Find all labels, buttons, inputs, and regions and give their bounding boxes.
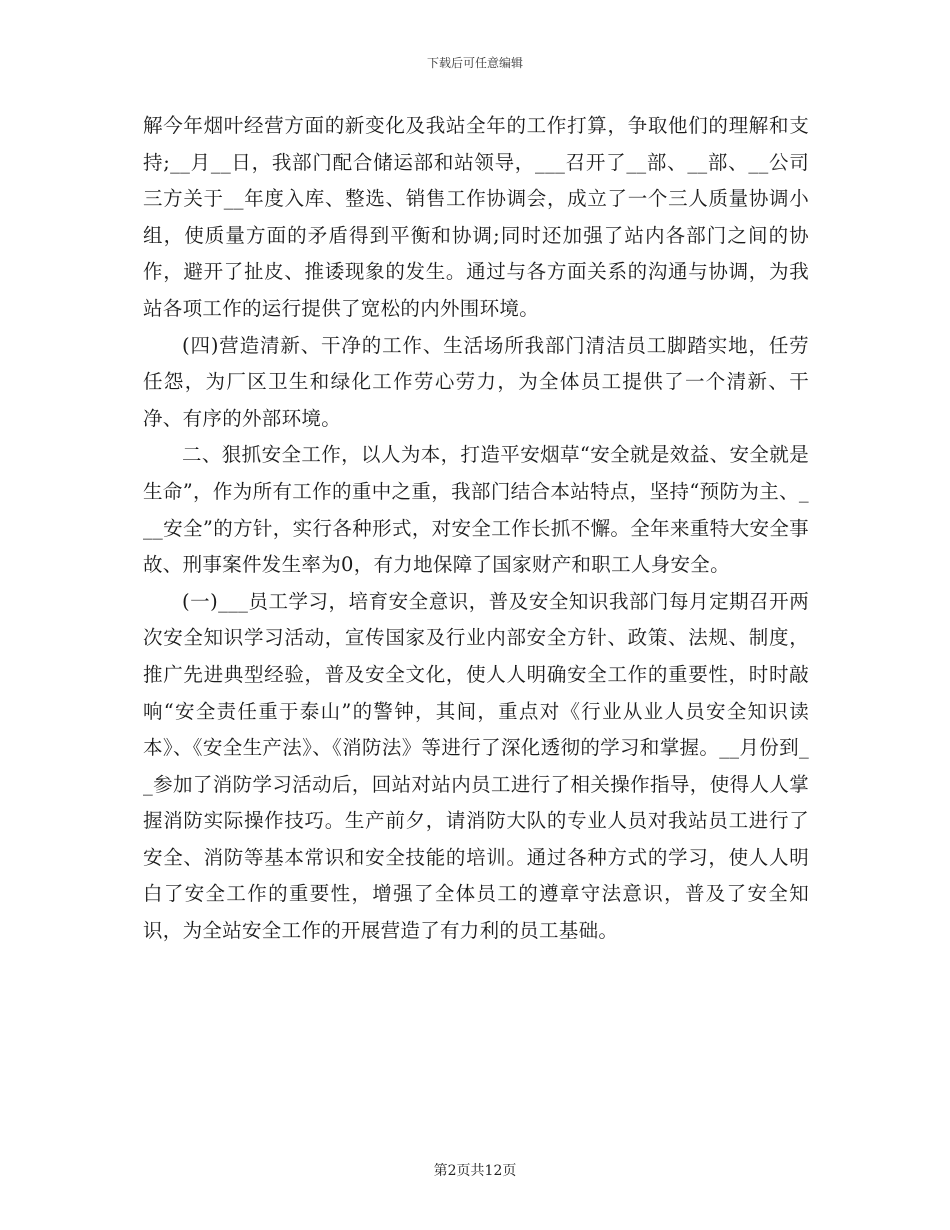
paragraph-continuation: 解今年烟叶经营方面的新变化及我站全年的工作打算，争取他们的理解和支持;__月__日，我部门配合储运部和站领导，___召开了__部、__部、__公司三方关于__年度入库、整选、销售工作协调会，成立了一个三人质量协调小组，使质量方面的矛盾得到平衡和协调;同时还加强了站内各部门之间的协作，避开了扯皮、推诿现象的发生。通过与各方面关系的沟通与协调，为我站各项工作的运行提供了宽松的内外围环境。: [143, 114, 809, 320]
paragraph-safety-study: (一)___员工学习，培育安全意识，普及安全知识我部门每月定期召开两次安全知识学习活动，宣传国家及行业内部安全方针、政策、法规、制度，推广先进典型经验，普及安全文化，使人人明确安全工作的重要性，时时敲响“安全责任重于泰山”的警钟，其间，重点对《行业从业人员安全知识读本》、《安全生产法》、《消防法》等进行了深化透彻的学习和掌握。__月份到__参加了消防学习活动后，回站对站内员工进行了相关操作指导，使得人人掌握消防实际操作技巧。生产前夕，请消防大队的专业人员对我站员工进行了安全、消防等基本常识和安全技能的培训。通过各种方式的学习，使人人明白了安全工作的重要性，增强了全体员工的遵章守法意识，普及了安全知识，为全站安全工作的开展营造了有力利的员工基础。: [143, 589, 809, 943]
page-header: 下载后可任意编辑: [426, 56, 523, 70]
page-footer: 第2页共12页: [433, 1163, 517, 1179]
paragraph-safety-heading: 二、狠抓安全工作，以人为本，打造平安烟草“安全就是效益、安全就是生命”，作为所有工作的重中之重，我部门结合本站特点，坚持“预防为主、___安全”的方针，实行各种形式，对安全工作长抓不懈。全年来重特大安全事故、刑事案件发生率为0，有力地保障了国家财产和职工人身安全。: [143, 443, 809, 577]
paragraph-section-four: (四)营造清新、干净的工作、生活场所我部门清洁员工脚踏实地，任劳任怨，为厂区卫生和绿化工作劳心劳力，为全体员工提供了一个清新、干净、有序的外部环境。: [143, 333, 809, 430]
document-body: [143, 108, 809, 950]
